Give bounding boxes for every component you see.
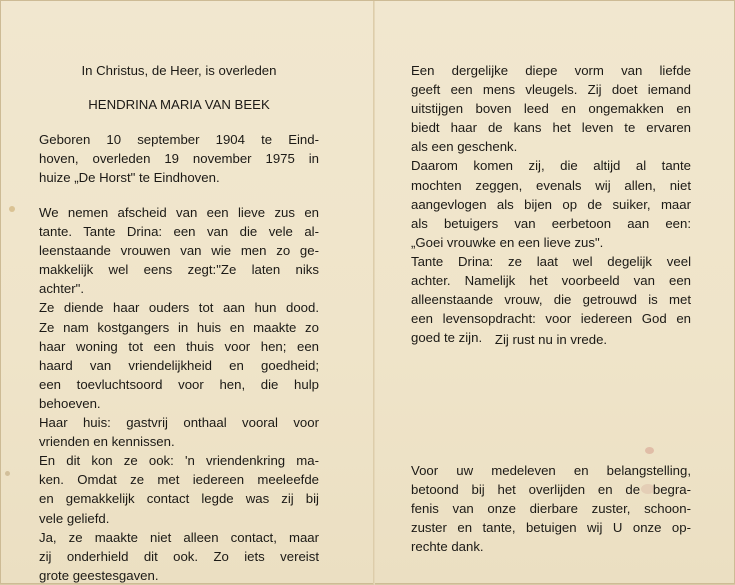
reflection-paragraph: [411, 61, 691, 347]
text-line: Voor uw medeleven en belangstelling,: [411, 463, 691, 478]
text-line: hoven, overleden 19 november 1975 in: [39, 151, 319, 167]
text-line: Ze diende haar ouders tot aan hun dood.: [39, 300, 319, 316]
stain: [9, 206, 15, 212]
text-line: als betuigers van eerbetoon aan een:: [411, 215, 691, 231]
text-line: vele geliefd.: [39, 510, 110, 526]
text-line: achter".: [39, 281, 84, 297]
text-line: Geboren 10 september 1904 te Eind-: [39, 132, 319, 147]
text-line: huize „De Horst" te Eindhoven.: [39, 170, 220, 186]
text-line: tante. Tante Drina: een van die vele al-: [39, 224, 319, 240]
text-line: leenstaande vrouwen van wie men zo ge-: [39, 243, 319, 259]
text-line: Haar huis: gastvrij onthaal vooral voor: [39, 415, 319, 431]
text-line: betoond bij het overlijden en de begra-: [411, 482, 691, 498]
text-line: Een dergelijke diepe vorm van liefde: [411, 63, 691, 78]
text-line: aangevlogen als bijen op de suiker, maar: [411, 196, 691, 212]
intro-line: In Christus, de Heer, is overleden: [81, 63, 277, 78]
text-line: rechte dank.: [411, 539, 484, 555]
text-line: biedt haar de kans het leven te ervaren: [411, 120, 691, 136]
text-line: achter. Namelijk het voorbeeld van een: [411, 273, 691, 289]
text-line: Ja, ze maakte niet alleen contact, maar: [39, 529, 319, 545]
text-line: goed te zijn.: [411, 330, 483, 346]
text-line: zuster en tante, betuigen wij U onze op-: [411, 520, 691, 536]
text-line: mochten zeggen, evenals wij allen, niet: [411, 177, 691, 193]
text-line: We nemen afscheid van een lieve zus en: [39, 205, 319, 220]
stain: [5, 471, 10, 476]
text-line: haar woning tot een thuis voor hen; een: [39, 338, 319, 354]
text-line: behoeven.: [39, 395, 101, 411]
text-line: zij onderhield dit ook. Zo iets vereist: [39, 548, 319, 564]
text-line: En dit kon ze ook: 'n vriendenkring ma-: [39, 453, 319, 469]
text-line: een toevluchtsoord voor hen, die hulp: [39, 376, 319, 392]
text-line: haard van vriendelijkheid en goedheid;: [39, 357, 319, 373]
text-line: vrienden en kennissen.: [39, 434, 175, 450]
deceased-name: HENDRINA MARIA VAN BEEK: [88, 97, 270, 112]
text-line: geeft een mens vleugels. Zij doet iemand: [411, 82, 691, 98]
thanks-paragraph: [411, 461, 691, 556]
text-line: alleenstaande vrouw, die getrouwd is met: [411, 292, 691, 308]
text-line: „Goei vrouwke en een lieve zus".: [411, 234, 604, 250]
text-line: Ze nam kostgangers in huis en maakte zo: [39, 319, 319, 335]
text-line: een levensopdracht: voor iedereen God en: [411, 311, 691, 327]
text-line: fenis van onze dierbare zuster, schoon-: [411, 501, 691, 517]
text-line: Tante Drina: ze laat wel degelijk veel: [411, 253, 691, 269]
stain: [645, 447, 654, 454]
text-line: ken. Omdat ze met iedereen meeleefde: [39, 472, 319, 488]
eulogy-paragraph: [39, 203, 319, 585]
text-line: uitstijgen boven leed en ongemakken en: [411, 101, 691, 117]
birth-paragraph: [39, 130, 319, 187]
text-line: en gemakkelijk contact legde was zij bij: [39, 491, 319, 507]
text-line: als een geschenk.: [411, 139, 518, 155]
text-line: grote geestesgaven.: [39, 567, 159, 583]
card-fold: [373, 1, 375, 585]
text-line: makkelijk wel eens zegt:"Ze laten niks: [39, 262, 319, 278]
rest-in-peace-line: Zij rust nu in vrede.: [494, 332, 608, 347]
text-line: Daarom komen zij, die altijd al tante: [411, 158, 691, 174]
